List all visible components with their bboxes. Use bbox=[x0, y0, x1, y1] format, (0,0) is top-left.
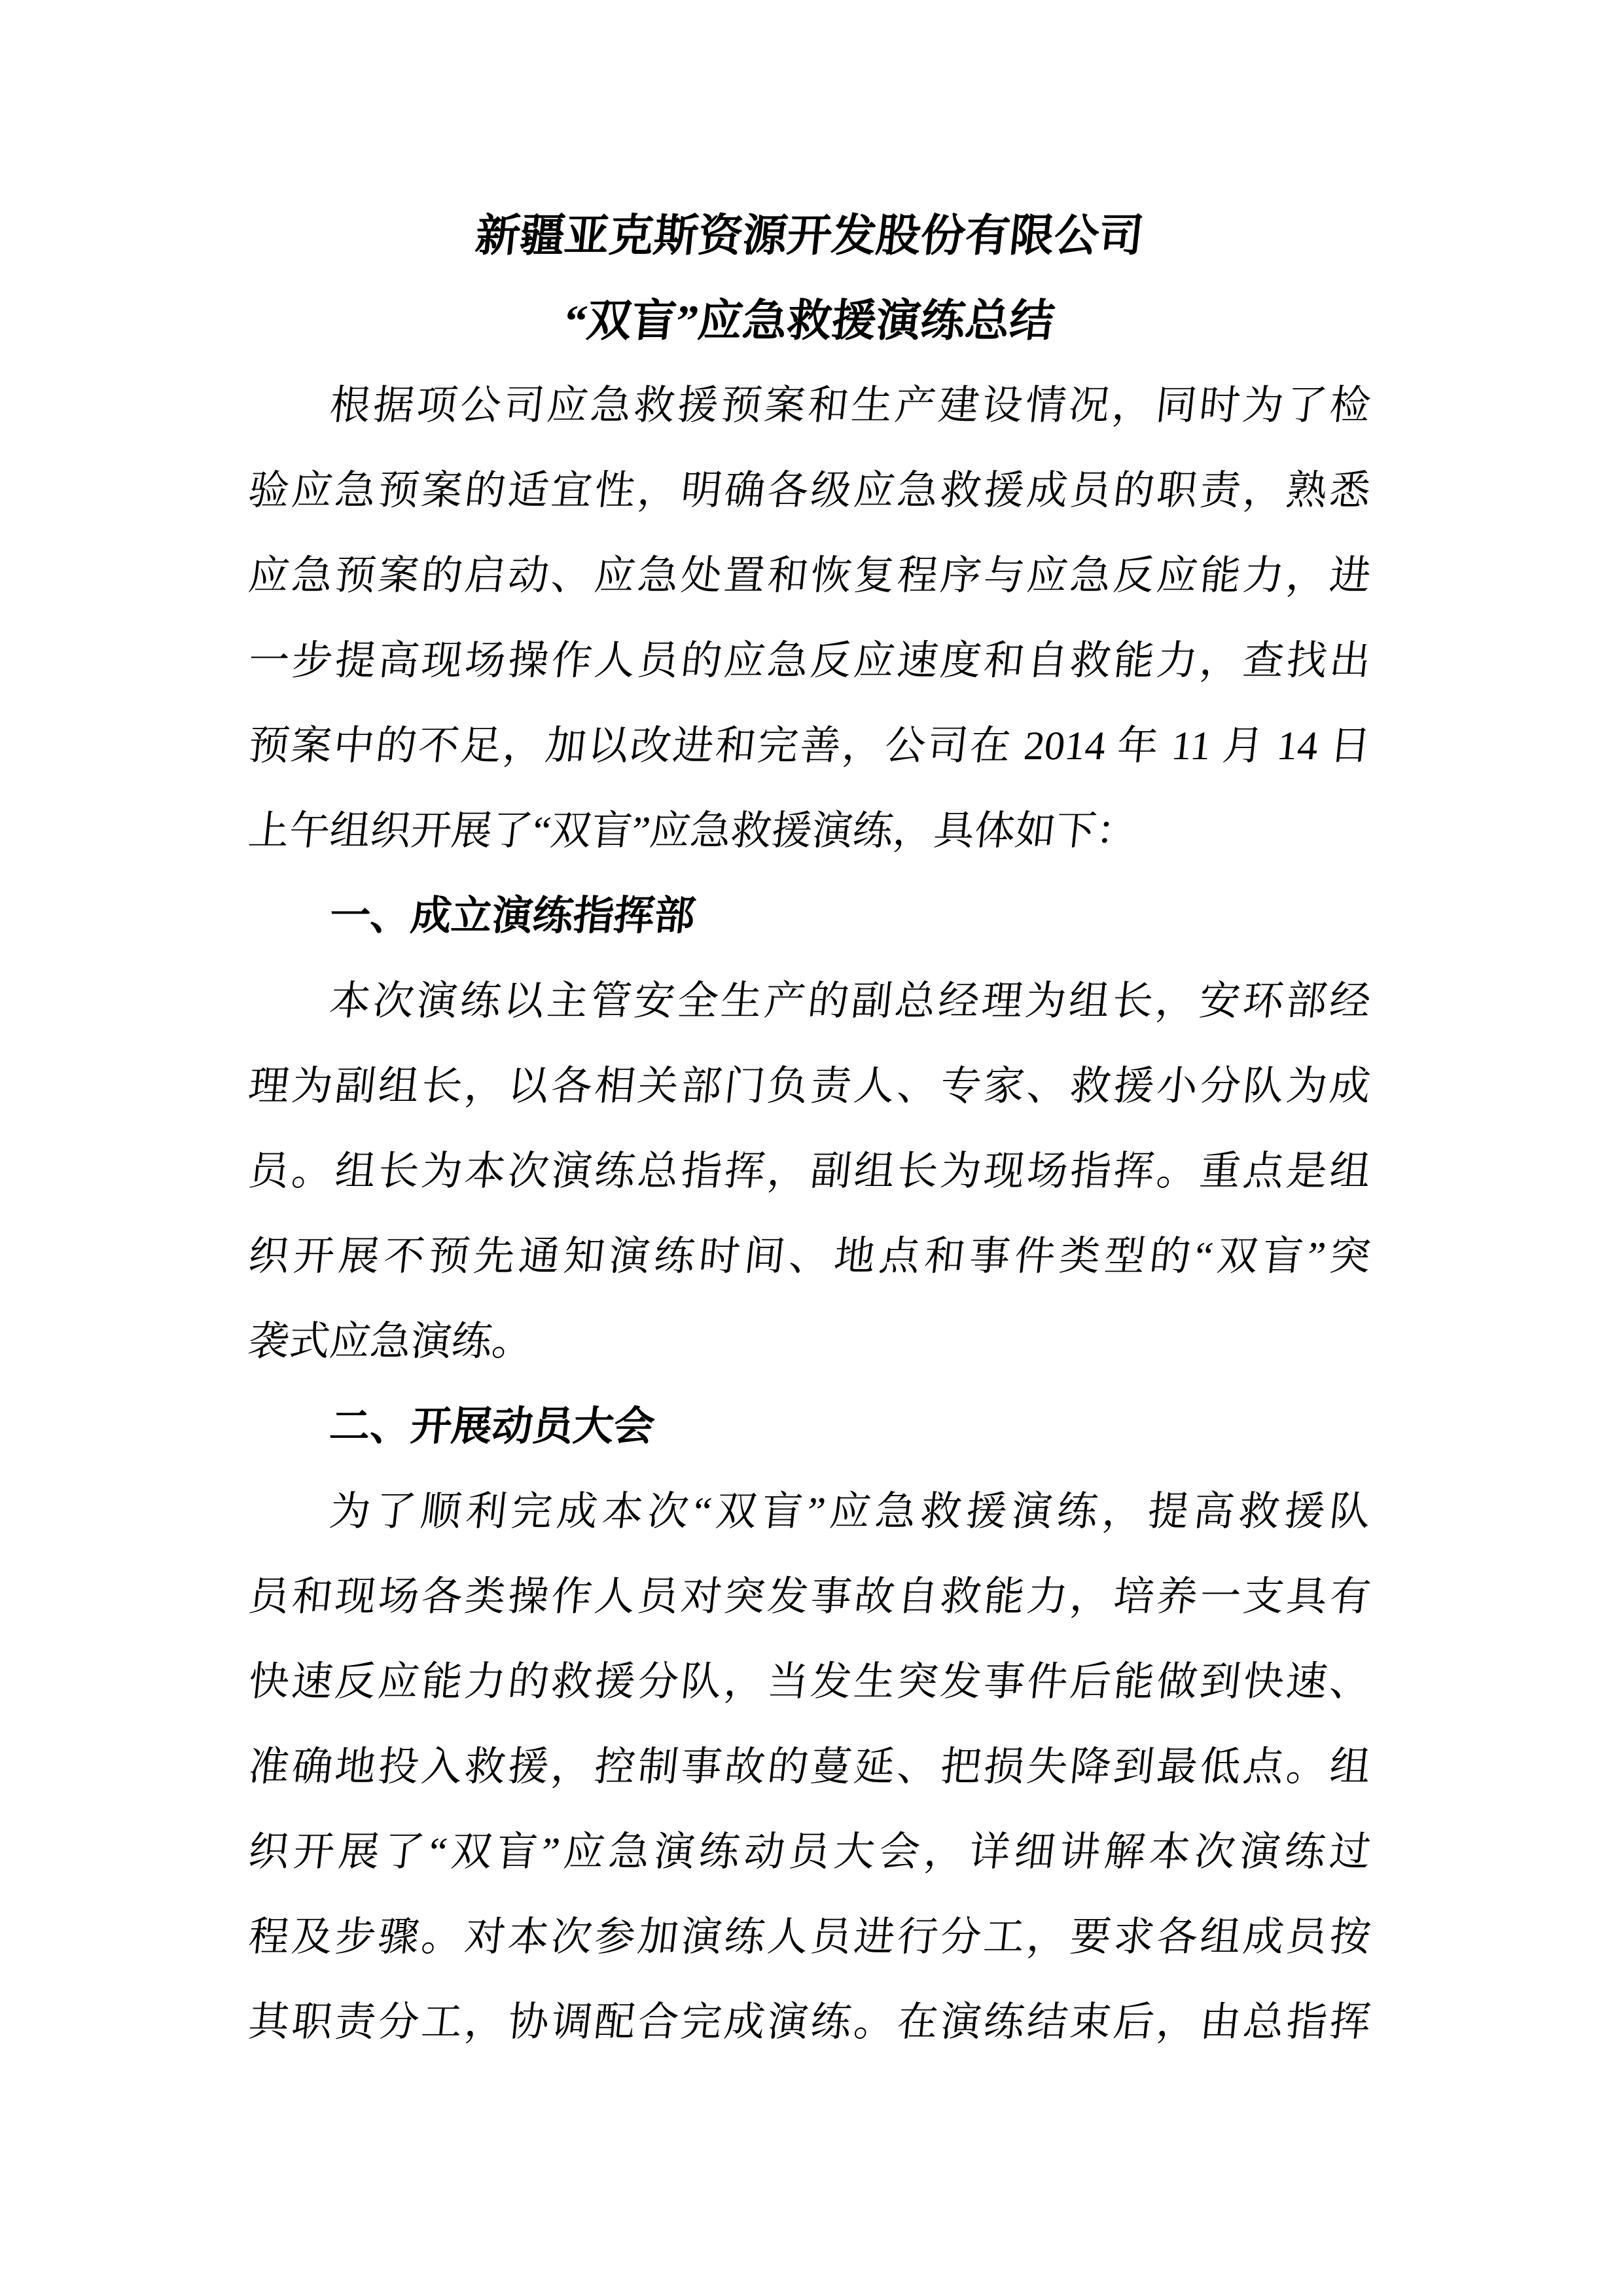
paragraph3-line-1: 为了顺利完成本次“双盲”应急救援演练，提高救援队 bbox=[327, 1490, 1373, 1534]
paragraph3-line-3: 快速反应能力的救援分队，当发生突发事件后能做到快速、 bbox=[246, 1660, 1373, 1704]
paragraph2-line-3: 员。组长为本次演练总指挥，副组长为现场指挥。重点是组 bbox=[246, 1149, 1373, 1194]
paragraph3-line-2: 员和现场各类操作人员对突发事故自救能力，培养一支具有 bbox=[246, 1575, 1373, 1619]
paragraph3-line-6: 程及步骤。对本次参加演练人员进行分工，要求各组成员按 bbox=[246, 1915, 1373, 1960]
paragraph2-line-5: 袭式应急演练。 bbox=[246, 1319, 535, 1364]
paragraph3-line-4: 准确地投入救援，控制事故的蔓延、把损失降到最低点。组 bbox=[246, 1745, 1373, 1789]
paragraph1-line-5: 预案中的不足，加以改进和完善，公司在 2014 年 11 月 14 日 bbox=[246, 724, 1373, 768]
paragraph3-line-7: 其职责分工，协调配合完成演练。在演练结束后，由总指挥 bbox=[246, 2000, 1373, 2045]
section-heading-2: 二、开展动员大会 bbox=[327, 1405, 657, 1449]
document-content bbox=[246, 193, 1373, 2065]
paragraph1-line-4: 一步提高现场操作人员的应急反应速度和自救能力，查找出 bbox=[246, 639, 1373, 683]
paragraph3-line-5: 织开展了“双盲”应急演练动员大会，详细讲解本次演练过 bbox=[246, 1830, 1373, 1874]
paragraph2-line-4: 织开展不预先通知演练时间、地点和事件类型的“双盲”突 bbox=[246, 1234, 1373, 1279]
paragraph2-line-2: 理为副组长，以各相关部门负责人、专家、救援小分队为成 bbox=[246, 1064, 1373, 1109]
document-title: 新疆亚克斯资源开发股份有限公司 bbox=[473, 211, 1146, 260]
paragraph1-line-6: 上午组织开展了“双盲”应急救援演练，具体如下： bbox=[246, 809, 1139, 853]
section-heading-1: 一、成立演练指挥部 bbox=[327, 894, 698, 939]
paragraph1-line-1: 根据项公司应急救援预案和生产建设情况，同时为了检 bbox=[327, 384, 1373, 428]
paragraph1-line-3: 应急预案的启动、应急处置和恢复程序与应急反应能力，进 bbox=[246, 554, 1373, 598]
document-subtitle: “双盲”应急救援演练总结 bbox=[562, 296, 1057, 346]
paragraph2-line-1: 本次演练以主管安全生产的副总经理为组长，安环部经 bbox=[327, 979, 1373, 1024]
paragraph1-line-2: 验应急预案的适宜性，明确各级应急救援成员的职责，熟悉 bbox=[246, 469, 1373, 513]
